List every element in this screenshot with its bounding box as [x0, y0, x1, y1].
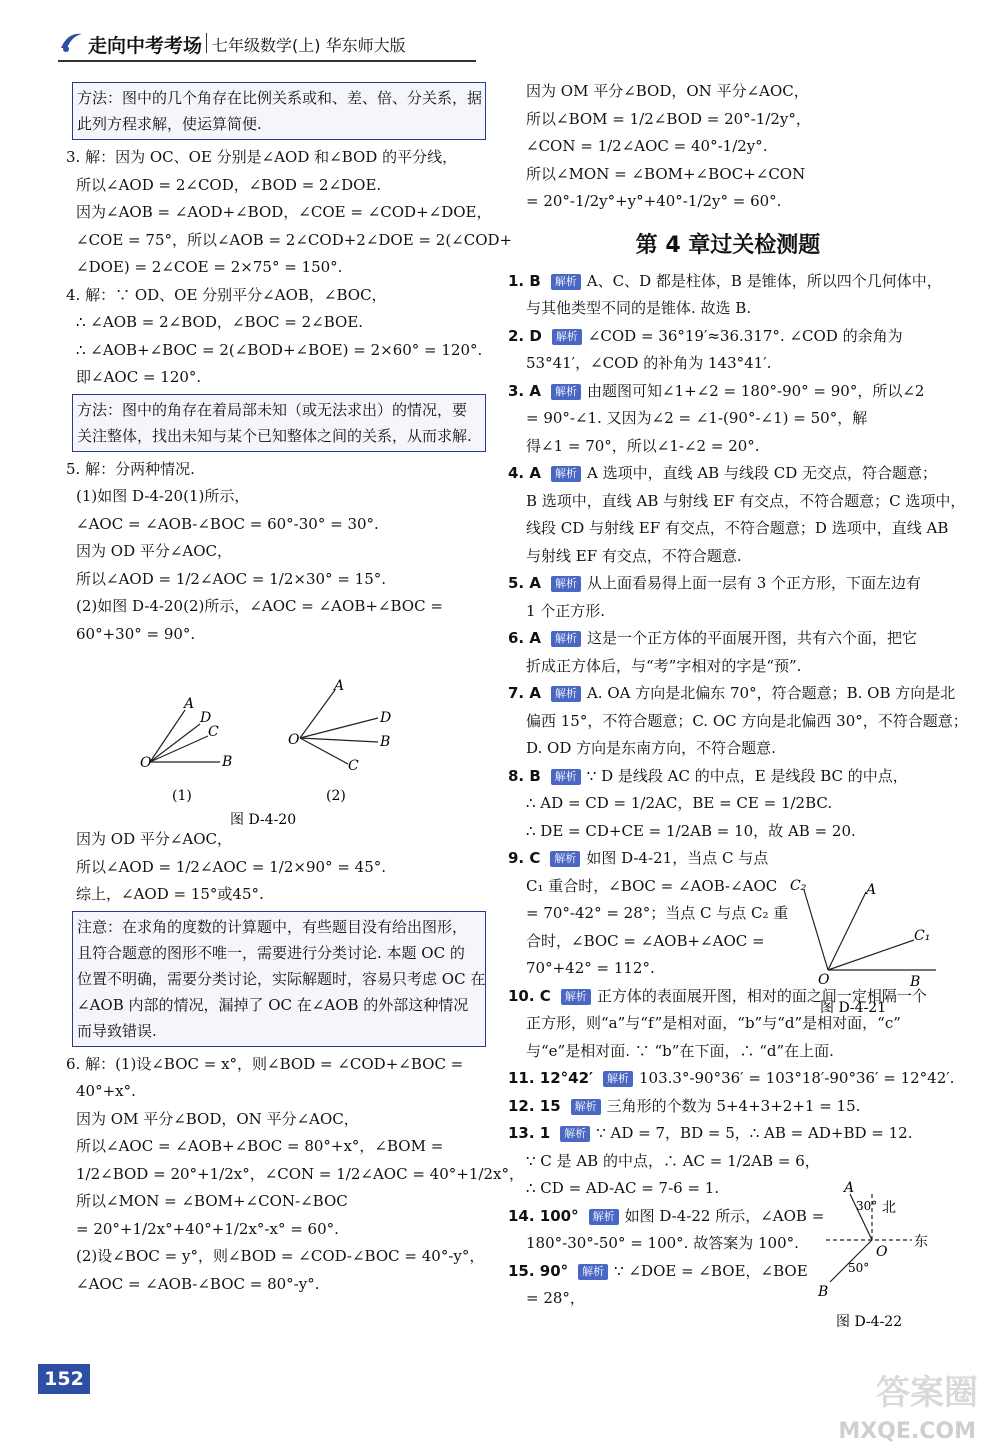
text-line: ∵ D 是线段 AC 的中点，E 是线段 BC 的中点， — [586, 766, 908, 785]
label-c: C — [208, 724, 219, 740]
figure-caption: 图 D-4-21 — [820, 1000, 887, 1016]
text-line: ∴ ∠AOB = 2∠BOD，∠BOC = 2∠BOE. — [76, 313, 364, 331]
text-line: 而导致错误. — [77, 1021, 157, 1040]
answer-3 — [508, 378, 948, 461]
jiexi-tag: 解析 — [551, 576, 581, 592]
text-line: 如图 D-4-22 所示，∠AOB = — [624, 1206, 825, 1225]
text-line: 180°-30°-50° = 100°. 故答案为 100°. — [526, 1234, 799, 1252]
text-line: (2)如图 D-4-20(2)所示，∠AOC = ∠AOB+∠BOC = — [76, 597, 443, 615]
figure-d-4-21 — [786, 872, 956, 1022]
text-line: = 70°-42° = 28°；当点 C 与点 C₂ 重 — [526, 904, 789, 922]
label-d: D — [380, 710, 392, 726]
answer-number: 3. A — [508, 381, 541, 400]
label-b: B — [380, 734, 391, 750]
text-line: 103.3°-90°36′ = 103°18′-90°36′ = 12°42′. — [639, 1069, 955, 1087]
label-a: A — [334, 678, 345, 694]
text-line: 因为 OM 平分∠BOD，ON 平分∠AOC， — [526, 82, 809, 100]
label-c2: C₂ — [790, 878, 807, 894]
angle-30: 30° — [856, 1199, 878, 1213]
text-line: ∵ AD = 7，BD = 5，∴ AB = AD+BD = 12. — [596, 1124, 913, 1142]
text-line: 6. 解：(1)设∠BOC = x°，则∠BOD = ∠COD+∠BOC = — [66, 1054, 464, 1073]
text-line: 位置不明确，需要分类讨论，实际解题时，容易只考虑 OC 在 — [77, 969, 486, 988]
label-a: A — [844, 1180, 855, 1196]
text-line: 三角形的个数为 5+4+3+2+1 = 15. — [606, 1096, 861, 1115]
figure-d-4-22 — [812, 1176, 962, 1336]
text-line: 所以∠BOM = 1/2∠BOD = 20°-1/2y°， — [526, 109, 811, 128]
label-o: O — [140, 755, 152, 771]
text-line: (1)如图 D-4-20(1)所示， — [76, 487, 250, 505]
text-line: 方法：图中的几个角存在比例关系或和、差、倍、分关系，据 — [77, 89, 483, 107]
label-c1: C₁ — [914, 928, 931, 944]
answer-number: 9. C — [508, 849, 541, 867]
text-line: 所以∠AOD = 2∠COD，∠BOD = 2∠DOE. — [76, 175, 382, 194]
text-line: ∵ C 是 AB 的中点，∴ AC = 1/2AB = 6， — [526, 1151, 820, 1170]
jiexi-tag: 解析 — [571, 1099, 601, 1115]
answer-number: 14. 100° — [508, 1206, 579, 1225]
text-line: (2)设∠BOC = y°，则∠BOD = ∠COD-∠BOC = 40°-y°， — [76, 1247, 485, 1265]
method-box-1 — [72, 82, 486, 140]
answer-2 — [508, 323, 948, 378]
figure-caption: 图 D-4-22 — [836, 1314, 903, 1330]
jiexi-tag: 解析 — [551, 769, 581, 785]
question-3 — [66, 144, 513, 282]
figure-caption: 图 D-4-20 — [230, 812, 297, 828]
text-line: ∵ ∠DOE = ∠BOE，∠BOE — [614, 1261, 808, 1280]
text-line: 综上，∠AOD = 15°或45°. — [76, 885, 264, 903]
answer-7 — [508, 680, 968, 763]
text-line: ∠COD = 36°19′≈36.317°. ∠COD 的余角为 — [587, 326, 903, 345]
text-line: 关注整体，找出未知与某个已知整体之间的关系，从而求解. — [77, 426, 472, 445]
label-o: O — [818, 972, 830, 988]
text-line: 3. 解：因为 OC、OE 分别是∠AOD 和∠BOD 的平分线， — [66, 148, 458, 166]
answer-8 — [508, 763, 948, 846]
question-6-cont — [508, 78, 948, 216]
text-line: 因为∠AOB = ∠AOD+∠BOD，∠COE = ∠COD+∠DOE， — [76, 203, 492, 221]
text-line: ∴ AD = CD = 1/2AC，BE = CE = 1/2BC. — [526, 794, 833, 812]
series-title: 走向中考考场 — [88, 35, 203, 57]
north-label: 北 — [882, 1200, 896, 1216]
text-line: 从上面看易得上面一层有 3 个正方形，下面左边有 — [586, 574, 922, 592]
text-line: 因为 OM 平分∠BOD，ON 平分∠AOC， — [76, 1109, 359, 1128]
text-line: 线段 CD 与射线 EF 有交点，不符合题意；D 选项中，直线 AB — [526, 519, 949, 537]
answer-number: 11. 12°42′ — [508, 1069, 593, 1087]
answer-9 — [508, 845, 808, 983]
text-line: 折成正方体后，与“考”字相对的字是“预”. — [526, 656, 802, 675]
text-line: 与“e”是相对面. ∵ “b”在下面，∴ “d”在上面. — [526, 1041, 834, 1060]
text-line: 所以∠AOC = ∠AOB+∠BOC = 80°+x°，∠BOM = — [76, 1137, 444, 1155]
text-line: 正方形，则“a”与“f”是相对面，“b”与“d”是相对面，“c” — [526, 1014, 901, 1032]
text-line: = 20°+1/2x°+40°+1/2x°-x° = 60°. — [76, 1219, 339, 1238]
text-line: ∠CON = 1/2∠AOC = 40°-1/2y°. — [526, 137, 768, 155]
figure-d-4-20 — [120, 672, 440, 836]
figure-label-2: (2) — [326, 788, 346, 804]
text-line: ∠COE = 75°，所以∠AOB = 2∠COD+2∠DOE = 2(∠COD+ — [76, 230, 513, 249]
text-line: 正方体的表面展开图，相对的面之间一定相隔一个 — [596, 986, 927, 1005]
jiexi-tag: 解析 — [550, 851, 580, 867]
answer-6 — [508, 625, 948, 680]
answer-1 — [508, 268, 948, 323]
label-o: O — [876, 1244, 888, 1260]
answer-number: 12. 15 — [508, 1096, 561, 1115]
text-line: A. OA 方向是北偏东 70°，符合题意；B. OB 方向是北 — [586, 684, 956, 702]
label-c: C — [348, 758, 359, 774]
header-divider — [206, 33, 207, 53]
header-rule — [58, 60, 476, 62]
jiexi-tag: 解析 — [551, 384, 581, 400]
answer-15 — [508, 1258, 818, 1313]
label-d: D — [200, 710, 212, 726]
text-line: ∠AOC = ∠AOB-∠BOC = 60°-30° = 30°. — [76, 514, 379, 533]
text-line: 此列方程求解，使运算简便. — [77, 115, 262, 133]
text-line: 这是一个正方体的平面展开图，共有六个面，把它 — [586, 629, 917, 647]
question-4 — [66, 282, 486, 392]
text-line: C₁ 重合时，∠BOC = ∠AOB-∠AOC — [526, 876, 778, 895]
text-line: 注意：在求角的度数的计算题中，有些题目没有给出图形， — [77, 917, 468, 936]
answer-4 — [508, 460, 966, 570]
jiexi-tag: 解析 — [561, 989, 591, 1005]
text-line: 方法：图中的角存在着局部未知（或无法求出）的情况，要 — [77, 400, 468, 419]
question-6 — [66, 1051, 524, 1299]
label-a: A — [184, 696, 195, 712]
text-line: 因为 OD 平分∠AOC， — [76, 542, 233, 560]
text-line: 得∠1 = 70°，所以∠1-∠2 = 20°. — [526, 436, 760, 455]
logo-icon — [58, 30, 84, 54]
text-line: ∠AOB 内部的情况，漏掉了 OC 在∠AOB 的外部这种情况 — [77, 995, 469, 1014]
jiexi-tag: 解析 — [603, 1071, 633, 1087]
text-line: = 20°-1/2y°+y°+40°-1/2y° = 60°. — [526, 192, 782, 210]
answer-11 — [508, 1065, 955, 1093]
text-line: = 90°-∠1. 又因为∠2 = ∠1-(90°-∠1) = 50°，解 — [526, 409, 868, 427]
label-o: O — [288, 732, 300, 748]
text-line: 所以∠AOD = 1/2∠AOC = 1/2×30° = 15°. — [76, 569, 387, 588]
text-line: = 28°， — [526, 1289, 585, 1307]
text-line: 由题图可知∠1+∠2 = 180°-90° = 90°，所以∠2 — [586, 381, 925, 400]
jiexi-tag: 解析 — [551, 631, 581, 647]
text-line: 70°+42° = 112°. — [526, 959, 655, 977]
text-line: ∴ DE = CD+CE = 1/2AB = 10，故 AB = 20. — [526, 821, 856, 840]
answer-number: 15. 90° — [508, 1261, 569, 1280]
answer-number: 5. A — [508, 574, 541, 592]
text-line: 40°+x°. — [76, 1082, 136, 1100]
angle-50: 50° — [848, 1261, 870, 1275]
east-label: 东 — [914, 1234, 928, 1250]
text-line: 4. 解：∵ OD、OE 分别平分∠AOB，∠BOC， — [66, 285, 387, 304]
text-line: ∴ CD = AD-AC = 7-6 = 1. — [526, 1179, 720, 1197]
text-line: 60°+30° = 90°. — [76, 624, 196, 643]
section-title: 第 4 章过关检测题 — [635, 232, 821, 258]
text-line: ∠AOC = ∠AOB-∠BOC = 80°-y°. — [76, 1274, 320, 1293]
text-line: 53°41′，∠COD 的补角为 143°41′. — [526, 354, 772, 372]
answer-number: 6. A — [508, 629, 541, 647]
text-line: ∠DOE) = 2∠COE = 2×75° = 150°. — [76, 258, 343, 276]
answer-14 — [508, 1203, 825, 1258]
answer-number: 10. C — [508, 986, 551, 1005]
answer-number: 8. B — [508, 766, 541, 785]
answer-number: 2. D — [508, 326, 542, 345]
answer-number: 4. A — [508, 464, 541, 482]
answer-number: 1. B — [508, 271, 541, 290]
book-subtitle: 七年级数学(上) 华东师大版 — [212, 36, 406, 55]
text-line: 1 个正方形. — [526, 601, 606, 620]
text-line: 所以∠AOD = 1/2∠AOC = 1/2×90° = 45°. — [76, 857, 387, 876]
jiexi-tag: 解析 — [560, 1126, 590, 1142]
watermark-logo: 答案圈 — [876, 1373, 978, 1413]
answer-5 — [508, 570, 948, 625]
text-line: 与射线 EF 有交点，不符合题意. — [526, 546, 742, 565]
text-line: 与其他类型不同的是锥体. 故选 B. — [526, 299, 752, 317]
label-a: A — [866, 882, 877, 898]
text-line: 且符合题意的图形不唯一，需要进行分类讨论. 本题 OC 的 — [77, 943, 465, 962]
note-box — [72, 911, 486, 1047]
question-5 — [66, 456, 486, 649]
method-box-2 — [72, 394, 486, 452]
jiexi-tag: 解析 — [552, 329, 582, 345]
text-line: 因为 OD 平分∠AOC， — [76, 830, 233, 848]
figure-label-1: (1) — [172, 788, 192, 804]
answer-number: 13. 1 — [508, 1124, 551, 1142]
jiexi-tag: 解析 — [551, 686, 581, 702]
text-line: 偏西 15°，不符合题意；C. OC 方向是北偏西 30°，不符合题意； — [526, 711, 968, 730]
question-5-cont — [66, 826, 486, 909]
text-line: A 选项中，直线 AB 与线段 CD 无交点，符合题意； — [586, 464, 938, 482]
jiexi-tag: 解析 — [551, 274, 581, 290]
label-b: B — [222, 754, 233, 770]
text-line: D. OD 方向是东南方向，不符合题意. — [526, 739, 776, 757]
text-line: ∴ ∠AOB+∠BOC = 2(∠BOD+∠BOE) = 2×60° = 120°. — [76, 340, 483, 359]
label-b: B — [910, 974, 921, 990]
jiexi-tag: 解析 — [578, 1264, 608, 1280]
text-line: 5. 解：分两种情况. — [66, 459, 195, 478]
page-number: 152 — [38, 1364, 90, 1394]
jiexi-tag: 解析 — [589, 1209, 619, 1225]
jiexi-tag: 解析 — [551, 466, 581, 482]
text-line: 如图 D-4-21，当点 C 与点 — [586, 849, 769, 867]
text-line: 1/2∠BOD = 20°+1/2x°，∠CON = 1/2∠AOC = 40°+1/2x°， — [76, 1164, 524, 1183]
answer-13 — [508, 1120, 913, 1203]
right-column — [508, 78, 968, 1313]
watermark-url: MXQE.COM — [838, 1419, 976, 1444]
text-line: A、C、D 都是柱体，B 是锥体，所以四个几何体中， — [586, 271, 942, 290]
text-line: 即∠AOC = 120°. — [76, 368, 202, 386]
text-line: 所以∠MON = ∠BOM+∠BOC+∠CON — [526, 164, 806, 183]
label-b: B — [818, 1284, 829, 1300]
text-line: 所以∠MON = ∠BOM+∠CON-∠BOC — [76, 1192, 348, 1210]
answer-number: 7. A — [508, 684, 541, 702]
figure-2 — [300, 690, 378, 764]
text-line: 合时，∠BOC = ∠AOB+∠AOC = — [526, 931, 765, 950]
answer-12 — [508, 1093, 948, 1121]
text-line: B 选项中，直线 AB 与射线 EF 有交点，不符合题意；C 选项中， — [526, 491, 966, 510]
